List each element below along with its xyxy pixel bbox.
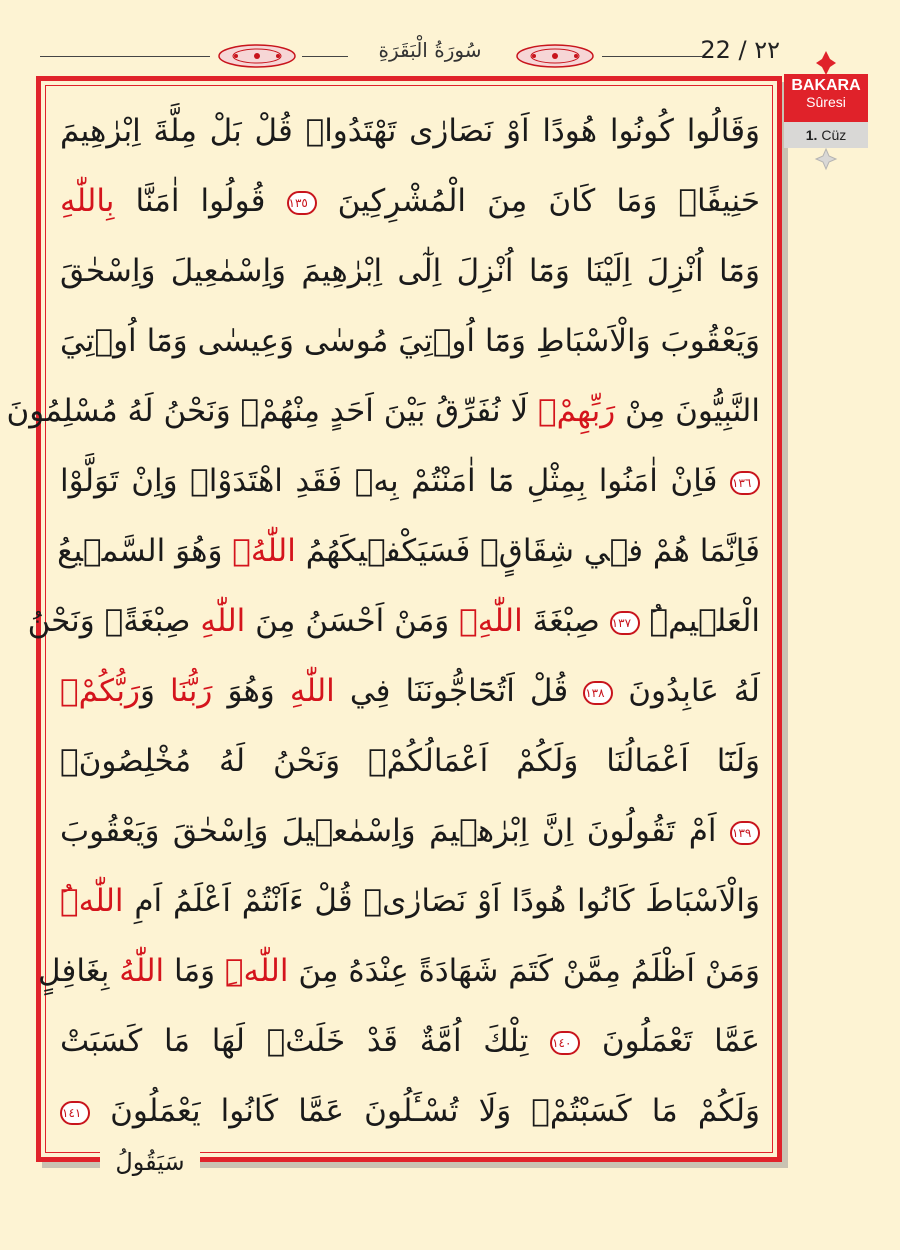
divine-name: اللّٰهِ (289, 673, 335, 709)
quran-text (6, 96, 761, 1158)
text-line (38, 936, 760, 1006)
ayah-number-badge: ١٣٥ (287, 191, 317, 215)
text-line (57, 516, 760, 586)
ayah-number-badge: ١٣٨ (583, 681, 613, 705)
divine-name: رَبِّهِمْۚ (538, 393, 616, 429)
text-line (60, 796, 760, 866)
verse-text: قُولُوا اٰمَنَّا (135, 183, 266, 219)
verse-text: وَهُوَ (227, 673, 275, 709)
header-ornament-icon (514, 42, 596, 70)
ayah-number-badge: ١٣٦ (730, 471, 760, 495)
text-line (60, 1076, 760, 1146)
juz-text: Cüz (821, 127, 847, 143)
divine-name: رَبُّنَا (169, 673, 213, 709)
verse-text: عَمَّا تَعْمَلُونَ (601, 1023, 760, 1059)
text-line (60, 446, 760, 516)
text-line (60, 306, 760, 376)
header-rule (302, 56, 348, 57)
divine-name: اللّٰهُ (119, 953, 165, 989)
divine-name: اللّٰهِۚ (459, 603, 523, 639)
verse-text: وَالْاَسْبَاطَ كَانُوا هُودًا اَوْ نَصَارٰىۜ قُلْ ءَاَنْتُمْ اَعْلَمُ اَمِ (134, 883, 761, 919)
tab-ornament-icon (815, 50, 837, 76)
text-line (60, 726, 760, 796)
verse-text: النَّبِيُّونَ مِنْ (625, 393, 760, 429)
juz-label (784, 122, 868, 148)
header-rule (602, 56, 702, 57)
surah-title: سُورَةُ الْبَقَرَةِ (378, 38, 482, 62)
verse-text: الْعَل۪يمُۜ (649, 603, 760, 639)
verse-text: وَلَكُمْ مَا كَسَبْتُمْۚ وَلَا تُسْـَٔلُونَ عَمَّا كَانُوا يَعْمَلُونَ (110, 1093, 760, 1129)
verse-text: وَمَنْ اَظْلَمُ مِمَّنْ كَتَمَ شَهَادَةً عِنْدَهُ مِنَ (298, 953, 760, 989)
surah-suffix: Sûresi (806, 94, 846, 110)
tab-ornament-icon (815, 148, 837, 170)
frame-shadow (782, 82, 788, 1168)
text-line (60, 866, 760, 936)
verse-text: اَمْ تَقُولُونَ اِنَّ اِبْرٰه۪يمَ وَاِسْمٰع۪يلَ وَاِسْحٰقَ وَيَعْقُوبَ (60, 813, 717, 849)
surah-name-label (784, 74, 868, 122)
verse-text: فَاِنْ اٰمَنُوا بِمِثْلِ مَٓا اٰمَنْتُمْ بِه۪ فَقَدِ اهْتَدَوْاۚ وَاِنْ تَوَلَّوْا (60, 463, 718, 499)
divine-name: رَبُّكُمْۚ (60, 673, 140, 709)
ayah-number-badge: ١٣٧ (610, 611, 640, 635)
text-line (60, 1006, 760, 1076)
text-line (60, 166, 760, 236)
text-line (60, 656, 760, 726)
divine-name: اللّٰهِۜ (224, 953, 289, 989)
verse-text: بِغَافِلٍ (38, 953, 110, 989)
juz-number: 1. (805, 127, 818, 143)
verse-text: وَقَالُوا كُونُوا هُودًا اَوْ نَصَارٰى تَهْتَدُواۜ قُلْ بَلْ مِلَّةَ اِبْرٰهِيمَ (60, 113, 760, 149)
divine-name: بِاللّٰهِ (60, 183, 115, 219)
text-line (60, 236, 760, 306)
divine-name: اللّٰهُۜ (60, 883, 124, 919)
ayah-number-badge: ١٤٠ (550, 1031, 580, 1055)
ayah-number-badge: ١٣٩ (730, 821, 760, 845)
header-ornament-icon (216, 42, 298, 70)
verse-text: صِبْغَةَ (532, 603, 600, 639)
text-line (27, 586, 760, 656)
catchword: سَيَقُولُ (100, 1148, 200, 1188)
surah-name: BAKARA (791, 77, 861, 94)
verse-text: وَ (139, 673, 155, 709)
verse-text: وَمَنْ اَحْسَنُ مِنَ (255, 603, 450, 639)
verse-text: حَنِيفًاۜ وَمَا كَانَ مِنَ الْمُشْرِكِينَ (337, 183, 761, 219)
verse-text: وَلَنَٓا اَعْمَالُنَا وَلَكُمْ اَعْمَالُكُمْۚ وَنَحْنُ لَهُ مُخْلِصُونَۙ (60, 743, 760, 779)
text-line (60, 96, 760, 166)
verse-text: صِبْغَةًۘ وَنَحْنُ (27, 603, 191, 639)
page-number: 22 / ٢٢ (700, 36, 780, 64)
divine-name: اللّٰهِ (200, 603, 246, 639)
verse-text: وَيَعْقُوبَ وَالْاَسْبَاطِ وَمَٓا اُو۫تِيَ مُوسٰى وَعِيسٰى وَمَٓا اُو۫تِيَ (60, 323, 760, 359)
divine-name: اللّٰهُۚ (232, 533, 296, 569)
verse-text: وَمَا (174, 953, 216, 989)
verse-text: فَاِنَّمَا هُمْ ف۪ي شِقَاقٍۚ فَسَيَكْف۪يكَهُمُ (305, 533, 760, 569)
verse-text: لَا نُفَرِّقُ بَيْنَ اَحَدٍ مِنْهُمْۘ وَنَحْنُ لَهُ مُسْلِمُونَ (6, 393, 529, 429)
verse-text: وَمَٓا اُنْزِلَ اِلَيْنَا وَمَٓا اُنْزِلَ اِلٰٓى اِبْرٰهِيمَ وَاِسْمٰعِيلَ وَاِسْحٰقَ (60, 253, 760, 289)
verse-text: لَهُ عَابِدُونَ (628, 673, 760, 709)
text-line (6, 376, 760, 446)
header-rule (40, 56, 210, 57)
verse-text: قُلْ اَتُحَٓاجُّونَنَا فِي (349, 673, 569, 709)
page-header (40, 30, 780, 76)
verse-text: تِلْكَ اُمَّةٌ قَدْ خَلَتْۚ لَهَا مَا كَسَبَتْ (60, 1023, 529, 1059)
ayah-number-badge: ١٤١ (60, 1101, 90, 1125)
verse-text: وَهُوَ السَّم۪يعُ (57, 533, 223, 569)
